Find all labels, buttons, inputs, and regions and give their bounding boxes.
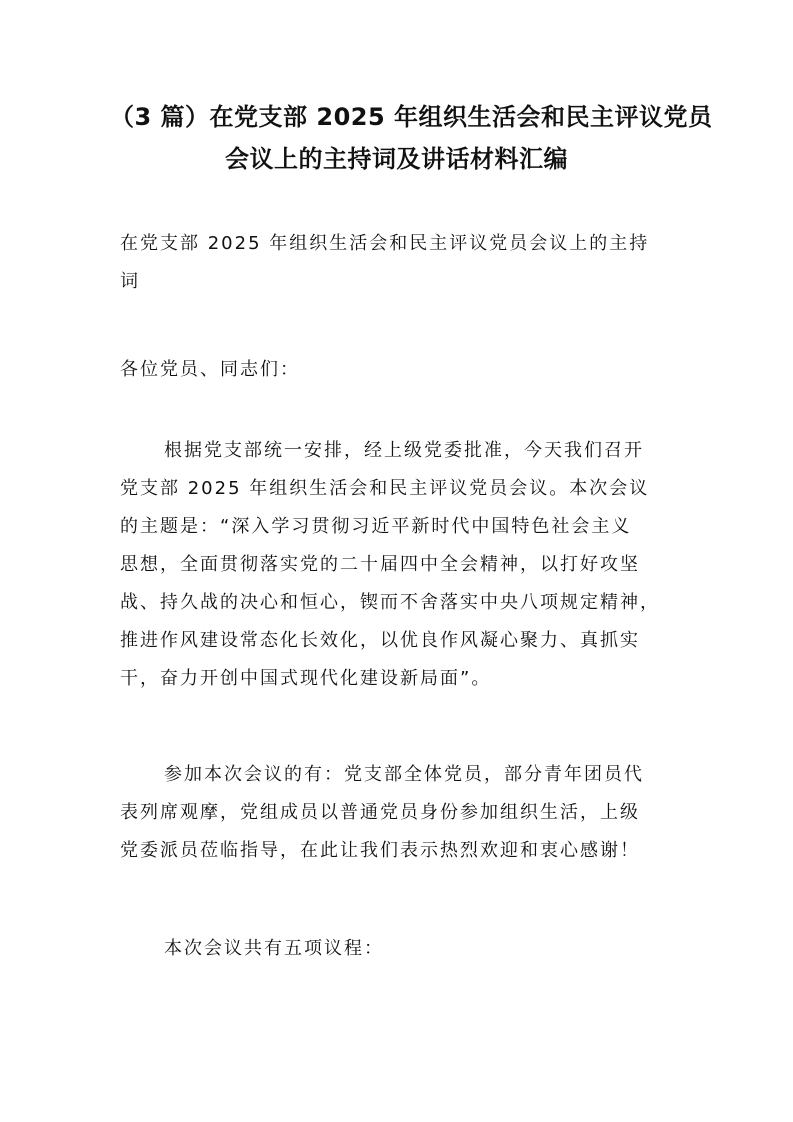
- paragraph-2-line-2: 表列席观摩，党组成员以普通党员身份参加组织生活，上级: [120, 802, 640, 823]
- paragraph-1-line-4: 思想，全面贯彻落实党的二十届四中全会精神，以打好攻坚: [120, 554, 640, 575]
- section-heading-line-1: 在党支部 2025 年组织生活会和民主评议党员会议上的主持: [120, 233, 650, 254]
- paragraph-1-line-1: 根据党支部统一安排，经上级党委批准，今天我们召开: [164, 440, 644, 461]
- title-line-2: 会议上的主持词及讲话材料汇编: [225, 145, 568, 173]
- title-line-1: （3 篇）在党支部 2025 年组织生活会和民主评议党员: [110, 103, 713, 131]
- paragraph-1: [120, 432, 675, 698]
- paragraph-2: [120, 756, 675, 870]
- paragraph-2-line-3: 党委派员莅临指导，在此让我们表示热烈欢迎和衷心感谢！: [120, 840, 640, 861]
- paragraph-3-text: 本次会议共有五项议程：: [164, 938, 384, 959]
- paragraph-1-line-7: 干，奋力开创中国式现代化建设新局面”。: [120, 668, 492, 689]
- paragraph-2-line-1: 参加本次会议的有：党支部全体党员，部分青年团员代: [164, 764, 644, 785]
- paragraph-1-line-3: 的主题是：“深入学习贯彻习近平新时代中国特色社会主义: [120, 516, 632, 537]
- paragraph-1-line-5: 战、持久战的决心和恒心，锲而不舍落实中央八项规定精神，: [120, 592, 660, 613]
- section-heading-line-2: 词: [120, 271, 140, 292]
- paragraph-1-line-2: 党支部 2025 年组织生活会和民主评议党员会议。本次会议: [120, 478, 650, 499]
- section-heading: [120, 225, 675, 301]
- salutation-text: 各位党员、同志们：: [120, 359, 300, 380]
- paragraph-3: [120, 930, 675, 968]
- paragraph-1-line-6: 推进作风建设常态化长效化，以优良作风凝心聚力、真抓实: [120, 630, 640, 651]
- document-title: [110, 96, 713, 180]
- salutation: [120, 351, 675, 389]
